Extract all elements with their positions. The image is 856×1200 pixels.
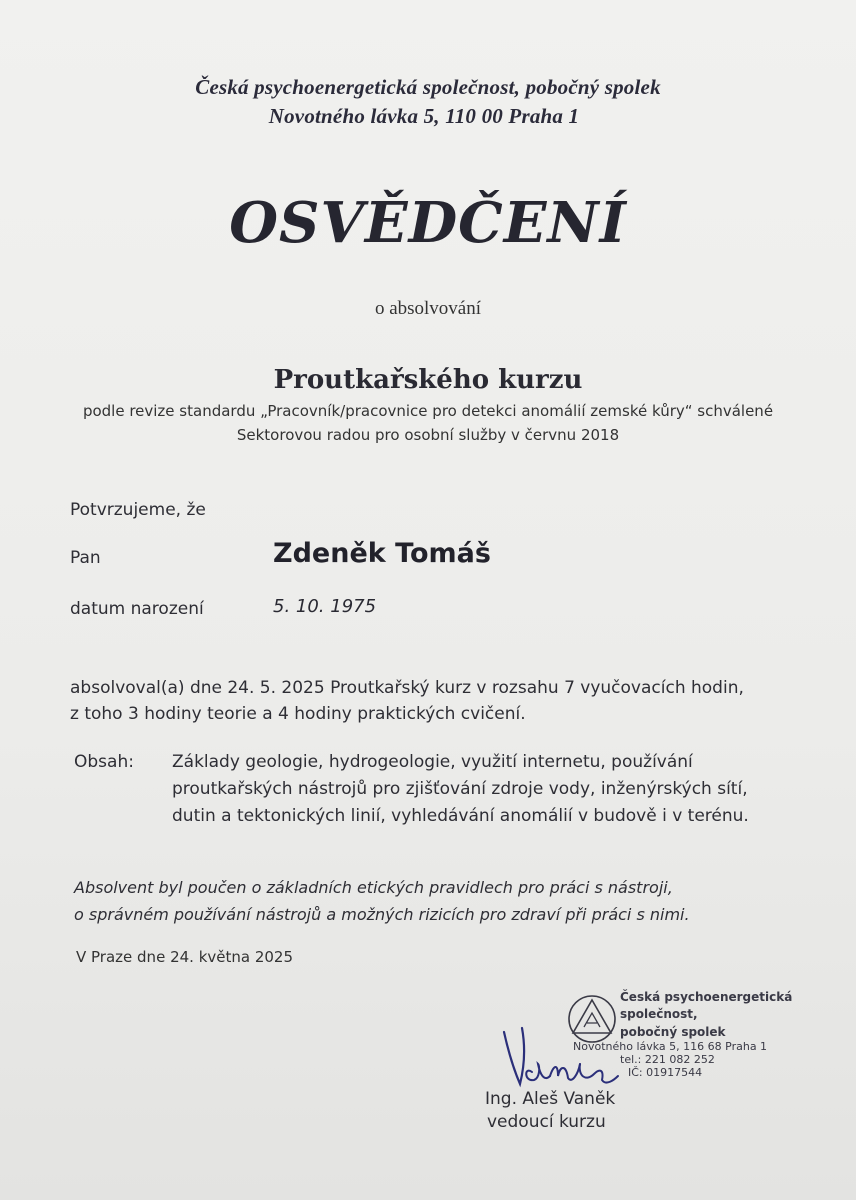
content-line-2: proutkařských nástrojů pro zjišťování zdroje vody, inženýrských sítí, (172, 779, 748, 799)
stamp-line-3: pobočný spolek (620, 1025, 726, 1039)
stamp-line-2: společnost, (620, 1007, 698, 1021)
standard-line-1: podle revize standardu „Pracovník/pracovnice pro detekci anomálií zemské kůry“ schválené (82, 402, 774, 420)
content-line-1: Základy geologie, hydrogeologie, využití internetu, používání (172, 752, 693, 772)
dob-label: datum narození (70, 599, 204, 619)
signatory-role: vedoucí kurzu (487, 1112, 606, 1132)
organization-name: Česká psychoenergetická společnost, pobočný spolek (195, 75, 661, 99)
stamp-line-6: IČ: 01917544 (628, 1066, 703, 1079)
signatory-name: Ing. Aleš Vaněk (485, 1089, 616, 1109)
content-label: Obsah: (74, 752, 134, 772)
person-name: Zdeněk Tomáš (273, 538, 491, 569)
notice-line-2: o správném používání nástrojů a možných rizicích pro zdraví při práci s nimi. (74, 905, 690, 924)
content-line-3: dutin a tektonických linií, vyhledávání anomálií v budově i v terénu. (172, 806, 749, 826)
completion-line-1: absolvoval(a) dne 24. 5. 2025 Proutkařský kurz v rozsahu 7 vyučovacích hodin, (70, 678, 744, 698)
completion-line-2: z toho 3 hodiny teorie a 4 hodiny praktických cvičení. (70, 704, 526, 724)
place-date: V Praze dne 24. května 2025 (76, 948, 294, 966)
confirm-label: Potvrzujeme, že (70, 500, 206, 520)
certificate-subtitle: o absolvování (374, 298, 482, 319)
date-of-birth: 5. 10. 1975 (273, 596, 377, 617)
organization-address: Novotného lávka 5, 110 00 Praha 1 (268, 104, 580, 128)
stamp-line-4: Novotného lávka 5, 116 68 Praha 1 (573, 1040, 768, 1053)
stamp-line-1: Česká psychoenergetická (620, 990, 793, 1004)
stamp-line-5: tel.: 221 082 252 (620, 1053, 715, 1066)
standard-line-2: Sektorovou radou pro osobní služby v červnu 2018 (236, 426, 620, 444)
signature-image (494, 1020, 644, 1092)
certificate-title: OSVĚDČENÍ (229, 190, 627, 256)
course-name: Proutkařského kurzu (273, 365, 583, 395)
notice-line-1: Absolvent byl poučen o základních etických pravidlech pro práci s nástroji, (74, 878, 673, 897)
title-label: Pan (70, 548, 101, 568)
